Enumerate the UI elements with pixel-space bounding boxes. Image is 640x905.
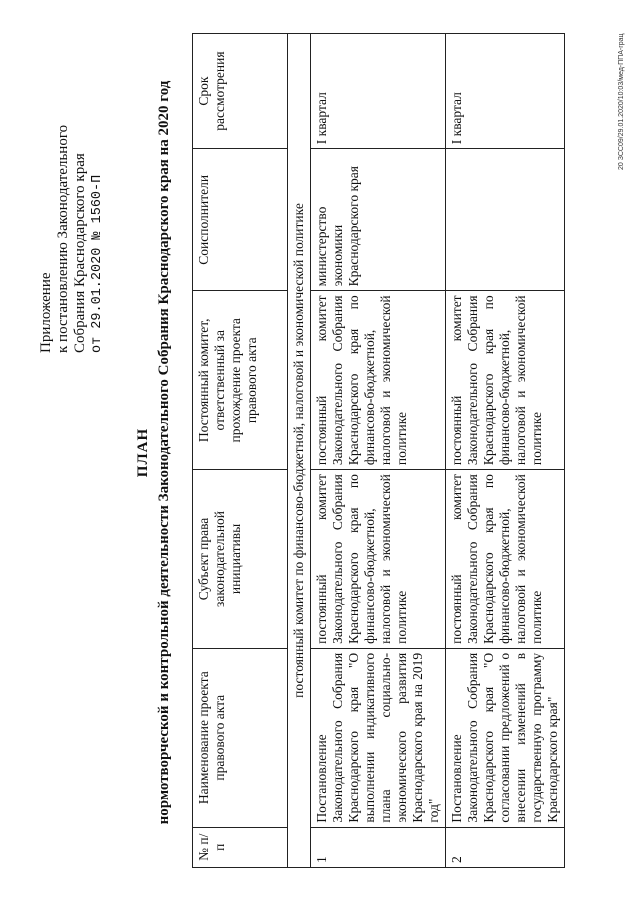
header-number: № п/п: [193, 827, 288, 867]
row-initiative-subject: постоянный комитет Законодательного Собрания Краснодарского края по финансово-бюджетной, налоговой и экономической политике: [311, 470, 446, 649]
row-coexecutors: министерство экономики Краснодарского края: [311, 149, 446, 291]
table-row: [311, 34, 446, 868]
appendix-authority: Собрания Краснодарского края: [72, 153, 88, 353]
header-coexecutors: Соисполнители: [193, 149, 288, 291]
row-coexecutors: [446, 149, 565, 291]
row-term: I квартал: [311, 34, 446, 149]
row-number: 2: [446, 827, 565, 867]
header-act-name: Наименование проекта правового акта: [193, 648, 288, 827]
row-number: 1: [311, 827, 446, 867]
row-term: I квартал: [446, 34, 565, 149]
row-responsible-committee: постоянный комитет Законодательного Собрания Краснодарского края по финансово-бюджетной, налоговой и экономической политике: [446, 291, 565, 470]
table-row: [446, 34, 565, 868]
section-row: [288, 34, 311, 868]
plan-table: [192, 33, 565, 868]
section-title: постоянный комитет по финансово-бюджетной, налоговой и экономической политике: [288, 34, 311, 868]
row-act-name: Постановление Законодательного Собрания Краснодарского края "О согласовании предложений о внесении изменений в государственную программу Краснодарского края": [446, 648, 565, 827]
document-footer-id: 20 ЗСС09/29.01.2020/10:03/мед-ППА-грац: [618, 33, 625, 170]
appendix-date-number: от 29.01.2020 № 1560-П: [90, 174, 105, 353]
header-initiative-subject: Субъект права законодательной инициативы: [193, 470, 288, 649]
appendix-block: [38, 33, 106, 353]
row-responsible-committee: постоянный комитет Законодательного Собрания Краснодарского края по финансово-бюджетной, налоговой и экономической политике: [311, 291, 446, 470]
plan-title: ПЛАН: [135, 427, 151, 478]
table-header-row: [193, 34, 288, 868]
header-responsible-committee: Постоянный комитет, ответственный за прохождение проекта правового акта: [193, 291, 288, 470]
row-initiative-subject: постоянный комитет Законодательного Собрания Краснодарского края по финансово-бюджетной, налоговой и экономической политике: [446, 470, 565, 649]
appendix-label: Приложение: [38, 272, 54, 353]
row-act-name: Постановление Законодательного Собрания Краснодарского края "О выполнении индикативного плана социально-экономического развития Краснодарского края на 2019 год": [311, 648, 446, 827]
plan-subtitle: нормотворческой и контрольной деятельности Законодательного Собрания Краснодарского края на 2020 год: [156, 80, 172, 825]
header-term: Срок рассмотрения: [193, 34, 288, 149]
appendix-reference: к постановлению Законодательного: [55, 124, 71, 353]
